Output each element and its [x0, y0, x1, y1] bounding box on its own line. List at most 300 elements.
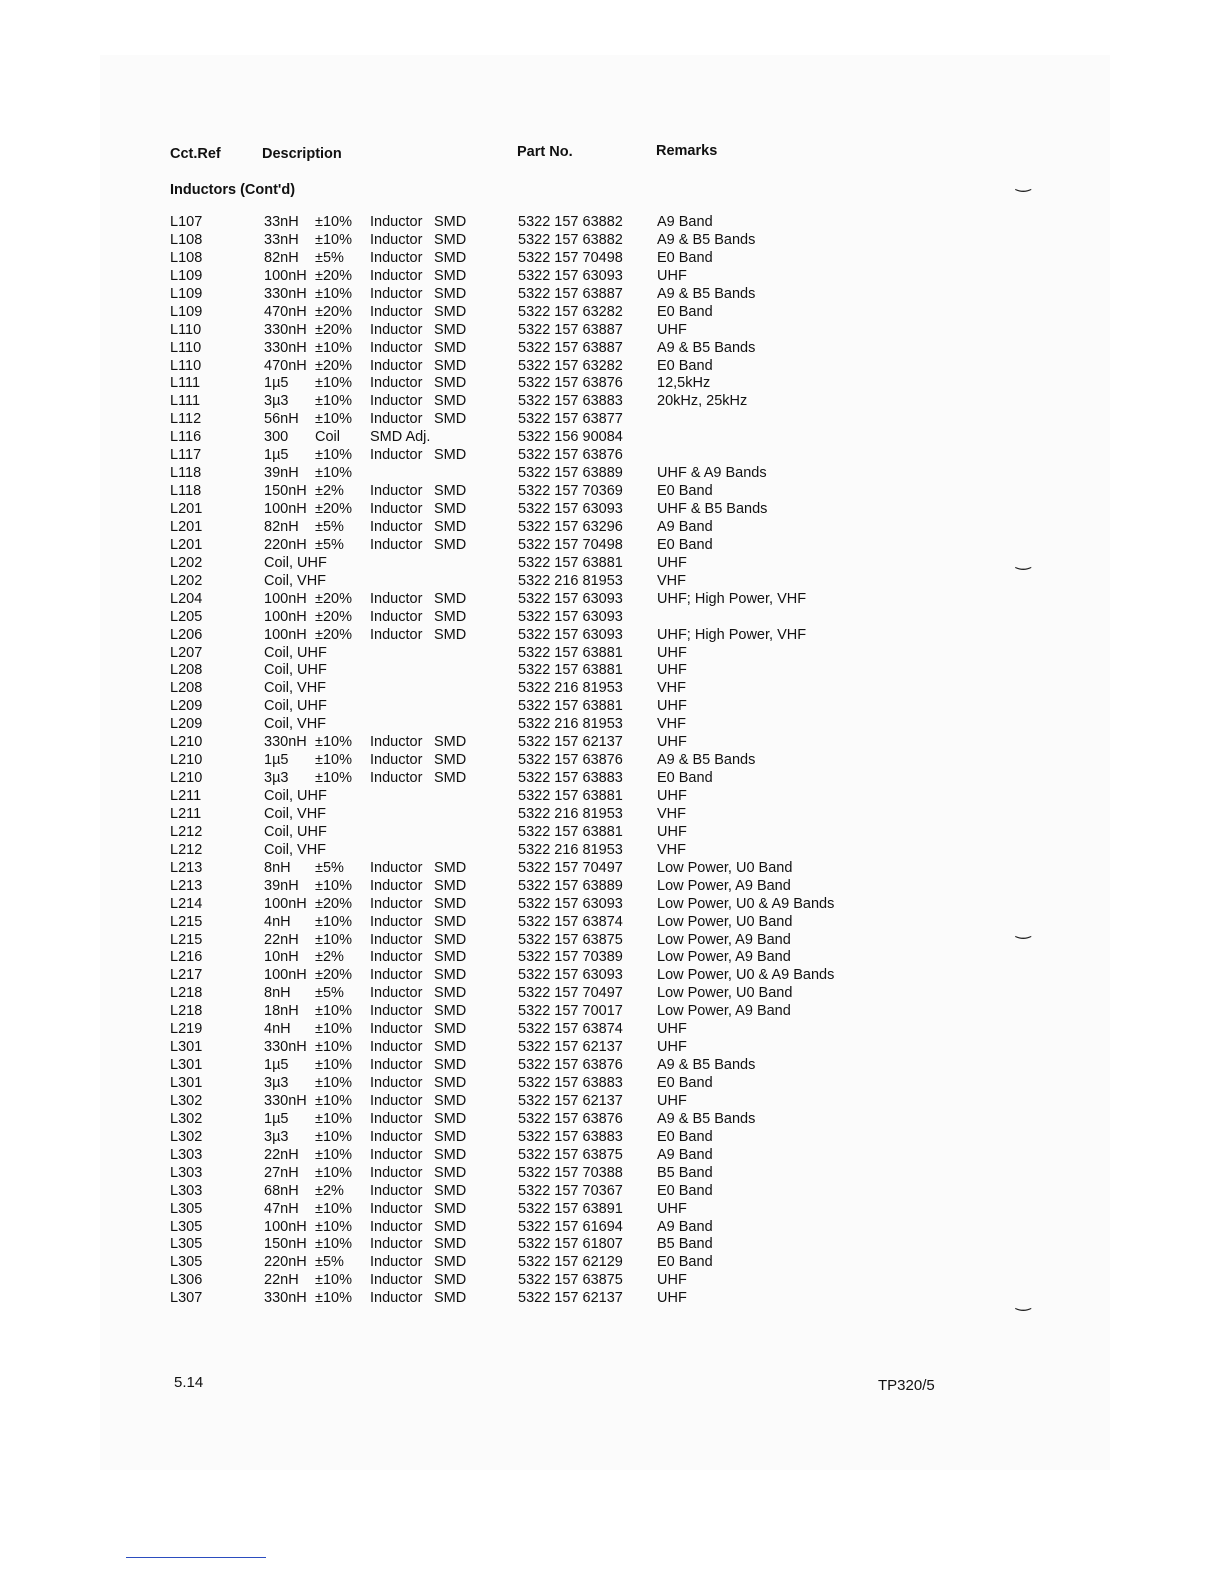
table-row: [0, 878, 1224, 896]
cell-tolerance: ±5%: [315, 536, 344, 553]
cell-type: Inductor: [370, 501, 423, 517]
cell-tolerance: ±10%: [315, 231, 352, 248]
table-row: [0, 1201, 1224, 1219]
table-row: [0, 358, 1224, 376]
cell-value: 1µ5: [264, 1057, 289, 1074]
cell-part-no: 5322 157 63093: [518, 895, 623, 912]
cell-mount: SMD: [434, 752, 467, 769]
cell-tolerance: ±2%: [315, 949, 344, 966]
table-row: [0, 1290, 1224, 1308]
cell-type: Inductor: [370, 1290, 423, 1307]
cell-cct-ref: L108: [170, 231, 203, 248]
cell-tolerance: ±10%: [315, 339, 352, 356]
cell-type: Inductor: [370, 895, 423, 912]
cell-cct-ref: L210: [170, 752, 203, 769]
cell-type: Inductor: [370, 447, 423, 464]
cell-part-no: 5322 157 63882: [518, 214, 623, 230]
cell-mount: SMD: [434, 1092, 467, 1109]
table-row: [0, 591, 1224, 609]
table-row: [0, 483, 1224, 501]
cell-tolerance: ±2%: [315, 1182, 344, 1199]
cell-cct-ref: L209: [170, 716, 203, 733]
cell-value: Coil, UHF: [264, 644, 327, 661]
cell-type: Inductor: [370, 967, 423, 984]
cell-value: 18nH: [264, 1003, 299, 1020]
cell-value: 100nH: [264, 626, 307, 643]
cell-value: 470nH: [264, 357, 307, 374]
cell-cct-ref: L215: [170, 913, 203, 930]
cell-mount: SMD: [434, 483, 467, 500]
cell-type: Inductor: [370, 321, 423, 338]
cell-type: Inductor: [370, 303, 423, 320]
cell-remarks: Low Power, U0 Band: [657, 859, 793, 876]
cell-value: 220nH: [264, 536, 307, 553]
cell-type: SMD Adj.: [370, 429, 431, 446]
cell-cct-ref: L111: [170, 393, 201, 410]
cell-mount: SMD: [434, 1128, 467, 1145]
cell-part-no: 5322 157 63887: [518, 339, 623, 356]
cell-part-no: 5322 157 63882: [518, 231, 623, 248]
cell-part-no: 5322 157 63874: [518, 1021, 623, 1038]
margin-mark: ‿: [1016, 919, 1031, 939]
cell-type: Inductor: [370, 1021, 423, 1038]
cell-mount: SMD: [434, 231, 467, 248]
cell-value: 39nH: [264, 877, 299, 894]
cell-remarks: A9 Band: [657, 518, 713, 535]
cell-mount: SMD: [434, 1182, 467, 1199]
table-row: [0, 1219, 1224, 1237]
cell-tolerance: ±20%: [315, 303, 352, 320]
cell-value: 330nH: [264, 285, 307, 302]
cell-value: Coil, UHF: [264, 554, 327, 571]
cell-remarks: E0 Band: [657, 770, 713, 787]
cell-remarks: UHF: [657, 321, 687, 338]
cell-tolerance: ±20%: [315, 608, 352, 625]
cell-part-no: 5322 157 70367: [518, 1182, 623, 1199]
cell-tolerance: ±2%: [315, 483, 344, 500]
cell-mount: SMD: [434, 1164, 467, 1181]
cell-cct-ref: L302: [170, 1128, 203, 1145]
table-row: [0, 842, 1224, 860]
cell-remarks: UHF: [657, 698, 687, 715]
cell-remarks: UHF: [657, 823, 687, 840]
cell-tolerance: ±10%: [315, 752, 352, 769]
cell-part-no: 5322 157 63282: [518, 303, 623, 320]
cell-tolerance: ±10%: [315, 447, 352, 464]
cell-part-no: 5322 157 63881: [518, 644, 623, 661]
cell-mount: SMD: [434, 339, 467, 356]
cell-part-no: 5322 157 63889: [518, 877, 623, 894]
cell-cct-ref: L110: [170, 357, 202, 374]
cell-part-no: 5322 157 63883: [518, 1128, 623, 1145]
cell-remarks: UHF: [657, 1092, 687, 1109]
cell-mount: SMD: [434, 536, 467, 553]
cell-type: Inductor: [370, 267, 423, 284]
table-row: [0, 788, 1224, 806]
cell-remarks: Low Power, A9 Band: [657, 931, 791, 948]
cell-mount: SMD: [434, 1236, 467, 1253]
table-row: [0, 1272, 1224, 1290]
table-row: [0, 985, 1224, 1003]
cell-cct-ref: L216: [170, 949, 203, 966]
cell-type: Inductor: [370, 1218, 423, 1235]
table-row: [0, 1057, 1224, 1075]
cell-value: 150nH: [264, 483, 307, 500]
cell-remarks: 20kHz, 25kHz: [657, 393, 748, 410]
cell-mount: SMD: [434, 1290, 467, 1307]
cell-value: 150nH: [264, 1236, 307, 1253]
table-row: [0, 1111, 1224, 1129]
cell-value: Coil, VHF: [264, 716, 327, 733]
cell-tolerance: ±10%: [315, 931, 352, 948]
cell-part-no: 5322 157 70017: [518, 1003, 623, 1020]
cell-cct-ref: L213: [170, 859, 203, 876]
column-header-cct-ref: Cct.Ref: [170, 146, 221, 162]
cell-part-no: 5322 157 62137: [518, 734, 623, 751]
cell-value: 1µ5: [264, 752, 289, 769]
cell-tolerance: ±10%: [315, 734, 352, 751]
table-row: [0, 770, 1224, 788]
table-row: [0, 1165, 1224, 1183]
cell-part-no: 5322 157 63875: [518, 1146, 623, 1163]
cell-part-no: 5322 216 81953: [518, 805, 623, 822]
table-row: [0, 680, 1224, 698]
cell-tolerance: ±10%: [315, 1200, 352, 1217]
cell-remarks: UHF: [657, 644, 687, 661]
column-header-description: Description: [262, 146, 342, 162]
cell-tolerance: ±10%: [315, 1003, 352, 1020]
cell-remarks: UHF & A9 Bands: [657, 465, 767, 482]
cell-mount: SMD: [434, 913, 467, 930]
table-row: [0, 949, 1224, 967]
cell-cct-ref: L218: [170, 1003, 203, 1020]
table-row: [0, 609, 1224, 627]
cell-cct-ref: L201: [170, 518, 203, 535]
cell-type: Inductor: [370, 483, 423, 500]
cell-type: Inductor: [370, 734, 423, 751]
table-row: [0, 447, 1224, 465]
cell-tolerance: ±10%: [315, 913, 352, 930]
cell-part-no: 5322 157 63877: [518, 411, 623, 428]
cell-value: 8nH: [264, 859, 291, 876]
cell-mount: SMD: [434, 1272, 467, 1289]
cell-mount: SMD: [434, 303, 467, 320]
cell-part-no: 5322 157 62137: [518, 1092, 623, 1109]
cell-value: 3µ3: [264, 770, 289, 787]
cell-part-no: 5322 157 70498: [518, 249, 623, 266]
cell-tolerance: ±10%: [315, 1039, 352, 1056]
cell-type: Inductor: [370, 249, 423, 266]
cell-cct-ref: L202: [170, 572, 203, 589]
table-row: [0, 698, 1224, 716]
cell-value: Coil, VHF: [264, 841, 327, 858]
cell-tolerance: ±10%: [315, 877, 352, 894]
cell-cct-ref: L206: [170, 626, 203, 643]
cell-tolerance: ±10%: [315, 375, 352, 392]
cell-mount: SMD: [434, 285, 467, 302]
cell-value: 3µ3: [264, 1128, 289, 1145]
cell-type: Inductor: [370, 1236, 423, 1253]
table-row: [0, 806, 1224, 824]
cell-value: 1µ5: [264, 375, 289, 392]
cell-tolerance: ±10%: [315, 393, 352, 410]
cell-mount: SMD: [434, 770, 467, 787]
cell-tolerance: ±5%: [315, 859, 344, 876]
cell-remarks: UHF: [657, 788, 687, 804]
cell-part-no: 5322 216 81953: [518, 572, 623, 589]
cell-mount: SMD: [434, 1075, 467, 1091]
cell-remarks: UHF: [657, 1021, 687, 1038]
cell-cct-ref: L303: [170, 1164, 203, 1181]
cell-mount: SMD: [434, 249, 467, 266]
cell-value: 8nH: [264, 985, 291, 1002]
cell-type: Inductor: [370, 231, 423, 248]
cell-tolerance: ±10%: [315, 1057, 352, 1074]
cell-mount: SMD: [434, 1254, 467, 1271]
margin-mark: ‿: [1016, 1291, 1031, 1311]
cell-type: Inductor: [370, 626, 423, 643]
table-row: [0, 860, 1224, 878]
cell-cct-ref: L303: [170, 1182, 203, 1199]
table-row: [0, 537, 1224, 555]
cell-cct-ref: L305: [170, 1218, 203, 1235]
cell-value: 4nH: [264, 913, 291, 930]
cell-type: Inductor: [370, 1075, 423, 1091]
cell-mount: SMD: [434, 859, 467, 876]
cell-mount: SMD: [434, 1021, 467, 1038]
cell-cct-ref: L118: [170, 465, 202, 482]
cell-remarks: A9 & B5 Bands: [657, 1110, 756, 1127]
cell-type: Inductor: [370, 536, 423, 553]
cell-cct-ref: L305: [170, 1254, 203, 1271]
cell-cct-ref: L116: [170, 429, 202, 446]
cell-remarks: VHF: [657, 572, 686, 589]
cell-tolerance: ±10%: [315, 770, 352, 787]
cell-cct-ref: L301: [170, 1057, 203, 1074]
cell-part-no: 5322 157 62137: [518, 1039, 623, 1056]
cell-tolerance: ±10%: [315, 1075, 352, 1091]
cell-tolerance: ±20%: [315, 357, 352, 374]
cell-value: 22nH: [264, 931, 299, 948]
cell-mount: SMD: [434, 590, 467, 607]
cell-remarks: A9 & B5 Bands: [657, 231, 756, 248]
cell-remarks: UHF: [657, 1039, 687, 1056]
table-row: [0, 932, 1224, 950]
cell-mount: SMD: [434, 1057, 467, 1074]
cell-part-no: 5322 157 70497: [518, 985, 623, 1002]
table-row: [0, 967, 1224, 985]
cell-value: 3µ3: [264, 1075, 289, 1091]
cell-type: Inductor: [370, 375, 423, 392]
cell-cct-ref: L217: [170, 967, 203, 984]
cell-tolerance: ±20%: [315, 267, 352, 284]
cell-tolerance: ±10%: [315, 411, 352, 428]
cell-value: 33nH: [264, 214, 299, 230]
cell-part-no: 5322 157 63093: [518, 626, 623, 643]
table-row: [0, 645, 1224, 663]
cell-part-no: 5322 157 63881: [518, 662, 623, 679]
table-row: [0, 465, 1224, 483]
cell-tolerance: ±10%: [315, 1218, 352, 1235]
margin-mark: ‿: [1016, 172, 1031, 192]
cell-mount: SMD: [434, 877, 467, 894]
cell-value: Coil, UHF: [264, 662, 327, 679]
cell-cct-ref: L208: [170, 680, 203, 697]
cell-cct-ref: L110: [170, 339, 202, 356]
table-row: [0, 662, 1224, 680]
cell-remarks: UHF: [657, 734, 687, 751]
cell-tolerance: ±5%: [315, 985, 344, 1002]
cell-tolerance: ±10%: [315, 1272, 352, 1289]
cell-part-no: 5322 157 63887: [518, 321, 623, 338]
cell-part-no: 5322 157 63093: [518, 967, 623, 984]
cell-value: 100nH: [264, 608, 307, 625]
cell-part-no: 5322 157 63296: [518, 518, 623, 535]
table-row: [0, 1254, 1224, 1272]
cell-remarks: Low Power, A9 Band: [657, 1003, 791, 1020]
cell-cct-ref: L302: [170, 1092, 203, 1109]
cell-value: 330nH: [264, 339, 307, 356]
cell-mount: SMD: [434, 501, 467, 517]
table-row: [0, 519, 1224, 537]
cell-cct-ref: L207: [170, 644, 203, 661]
table-row: [0, 1147, 1224, 1165]
cell-tolerance: ±10%: [315, 1092, 352, 1109]
table-row: [0, 896, 1224, 914]
cell-value: Coil, UHF: [264, 698, 327, 715]
cell-cct-ref: L204: [170, 590, 203, 607]
cell-type: Inductor: [370, 1057, 423, 1074]
cell-tolerance: ±20%: [315, 895, 352, 912]
cell-value: 100nH: [264, 590, 307, 607]
cell-value: 33nH: [264, 231, 299, 248]
cell-remarks: A9 & B5 Bands: [657, 752, 756, 769]
cell-part-no: 5322 157 63875: [518, 1272, 623, 1289]
cell-cct-ref: L211: [170, 788, 202, 804]
cell-cct-ref: L110: [170, 321, 202, 338]
cell-remarks: UHF: [657, 1200, 687, 1217]
cell-tolerance: ±10%: [315, 214, 352, 230]
cell-remarks: UHF: [657, 1290, 687, 1307]
cell-mount: SMD: [434, 357, 467, 374]
cell-remarks: A9 & B5 Bands: [657, 1057, 756, 1074]
cell-tolerance: ±10%: [315, 1110, 352, 1127]
cell-cct-ref: L211: [170, 805, 202, 822]
cell-cct-ref: L112: [170, 411, 202, 428]
cell-value: 1µ5: [264, 447, 289, 464]
cell-part-no: 5322 157 63093: [518, 267, 623, 284]
bottom-rule: [126, 1557, 266, 1558]
cell-mount: SMD: [434, 1003, 467, 1020]
cell-mount: SMD: [434, 985, 467, 1002]
section-title: Inductors (Cont'd): [170, 182, 296, 198]
cell-type: Inductor: [370, 411, 423, 428]
cell-mount: SMD: [434, 608, 467, 625]
cell-cct-ref: L201: [170, 536, 203, 553]
cell-value: 10nH: [264, 949, 299, 966]
cell-mount: SMD: [434, 1146, 467, 1163]
cell-type: Inductor: [370, 949, 423, 966]
cell-mount: SMD: [434, 375, 467, 392]
cell-value: Coil, VHF: [264, 805, 327, 822]
cell-remarks: E0 Band: [657, 357, 713, 374]
cell-remarks: E0 Band: [657, 1075, 713, 1091]
cell-remarks: A9 & B5 Bands: [657, 285, 756, 302]
cell-remarks: E0 Band: [657, 1182, 713, 1199]
table-row: [0, 304, 1224, 322]
table-row: [0, 1039, 1224, 1057]
cell-tolerance: ±10%: [315, 1290, 352, 1307]
cell-part-no: 5322 216 81953: [518, 716, 623, 733]
table-row: [0, 1236, 1224, 1254]
cell-cct-ref: L202: [170, 554, 203, 571]
cell-remarks: Low Power, U0 & A9 Bands: [657, 967, 835, 984]
cell-mount: SMD: [434, 931, 467, 948]
table-row: [0, 322, 1224, 340]
cell-mount: SMD: [434, 518, 467, 535]
cell-tolerance: ±20%: [315, 590, 352, 607]
table-row: [0, 286, 1224, 304]
cell-tolerance: ±20%: [315, 321, 352, 338]
cell-cct-ref: L305: [170, 1200, 203, 1217]
cell-value: 82nH: [264, 249, 299, 266]
cell-value: 330nH: [264, 734, 307, 751]
cell-type: Inductor: [370, 1003, 423, 1020]
cell-type: Inductor: [370, 1182, 423, 1199]
table-row: [0, 1075, 1224, 1093]
cell-part-no: 5322 157 70498: [518, 536, 623, 553]
table-row: [0, 914, 1224, 932]
cell-type: Inductor: [370, 518, 423, 535]
cell-value: 330nH: [264, 321, 307, 338]
cell-remarks: UHF: [657, 1272, 687, 1289]
cell-part-no: 5322 157 63093: [518, 608, 623, 625]
cell-part-no: 5322 157 61807: [518, 1236, 623, 1253]
cell-type: Inductor: [370, 590, 423, 607]
column-header-part-no: Part No.: [517, 144, 573, 160]
cell-cct-ref: L218: [170, 985, 203, 1002]
cell-value: 22nH: [264, 1146, 299, 1163]
cell-remarks: A9 Band: [657, 1146, 713, 1163]
cell-tolerance: ±5%: [315, 518, 344, 535]
cell-part-no: 5322 157 61694: [518, 1218, 623, 1235]
cell-value: 1µ5: [264, 1110, 289, 1127]
cell-part-no: 5322 157 63876: [518, 1057, 623, 1074]
cell-mount: SMD: [434, 214, 467, 230]
cell-part-no: 5322 157 63881: [518, 788, 623, 804]
table-row: [0, 340, 1224, 358]
cell-value: Coil, VHF: [264, 680, 327, 697]
cell-part-no: 5322 157 63887: [518, 285, 623, 302]
cell-part-no: 5322 157 63883: [518, 393, 623, 410]
cell-part-no: 5322 157 63883: [518, 1075, 623, 1091]
cell-cct-ref: L201: [170, 501, 203, 517]
cell-type: Inductor: [370, 1146, 423, 1163]
cell-type: Inductor: [370, 339, 423, 356]
table-row: [0, 1183, 1224, 1201]
cell-cct-ref: L111: [170, 375, 201, 392]
cell-part-no: 5322 216 81953: [518, 680, 623, 697]
cell-remarks: E0 Band: [657, 1128, 713, 1145]
cell-type: Inductor: [370, 877, 423, 894]
cell-part-no: 5322 157 63881: [518, 698, 623, 715]
cell-part-no: 5322 157 63874: [518, 913, 623, 930]
cell-cct-ref: L109: [170, 303, 203, 320]
cell-part-no: 5322 157 63282: [518, 357, 623, 374]
table-row: [0, 627, 1224, 645]
table-row: [0, 214, 1224, 232]
cell-cct-ref: L307: [170, 1290, 203, 1307]
